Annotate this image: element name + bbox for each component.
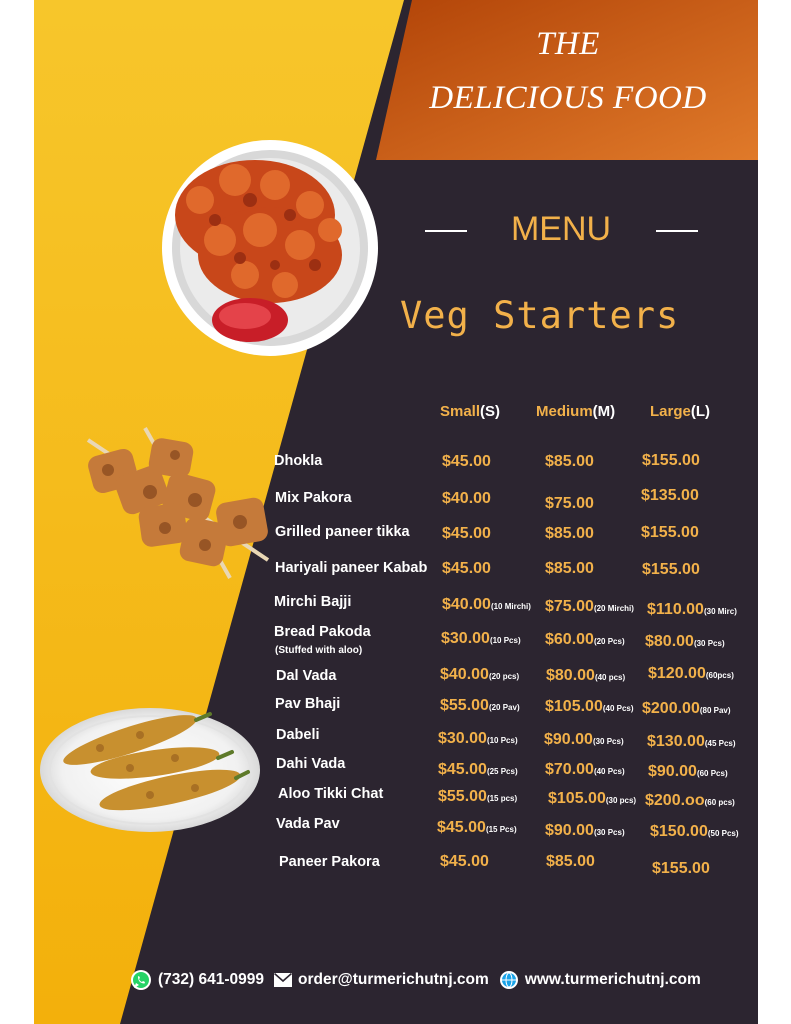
menu-item-name: Dal Vada xyxy=(276,668,337,684)
price-large xyxy=(647,733,736,751)
onion-pakora-plate-image xyxy=(162,140,378,356)
price-qty: (20 Mirchi) xyxy=(593,604,634,613)
price-large xyxy=(647,601,737,619)
price-qty: (40 pcs) xyxy=(594,673,626,682)
restaurant-title-line-2: DELICIOUS FOOD xyxy=(429,80,707,116)
price-value: $155.00 xyxy=(642,561,700,578)
price-value: $105.00 xyxy=(545,698,603,715)
price-value: $110.00 xyxy=(647,601,704,618)
price-small xyxy=(442,525,491,543)
price-qty: (25 Pcs) xyxy=(486,767,518,776)
size-header-medium-label: Medium xyxy=(536,403,593,420)
menu-item-name: Mirchi Bajji xyxy=(274,594,352,610)
price-value: $90.00 xyxy=(648,763,697,780)
price-large xyxy=(645,792,735,810)
price-large xyxy=(652,860,710,878)
email-address[interactable]: order@turmerichutnj.com xyxy=(298,971,489,988)
price-small xyxy=(442,490,491,508)
price-value: $200.00 xyxy=(642,700,700,717)
size-header-large-abbr: (L) xyxy=(690,403,711,420)
price-small xyxy=(440,666,519,684)
menu-item-name: Vada Pav xyxy=(276,816,340,832)
price-large xyxy=(650,823,739,841)
phone-number[interactable]: (732) 641-0999 xyxy=(158,971,264,988)
price-value: $30.00 xyxy=(438,730,487,747)
price-value: $45.00 xyxy=(442,525,491,542)
menu-item-note: (Stuffed with aloo) xyxy=(275,645,363,656)
price-qty: (40 Pcs) xyxy=(593,767,625,776)
price-medium xyxy=(545,822,625,840)
price-value: $60.00 xyxy=(545,631,594,648)
price-qty: (10 Mirchi) xyxy=(490,602,531,611)
price-qty: (50 Pcs) xyxy=(707,829,739,838)
price-value: $155.00 xyxy=(642,452,700,469)
price-large xyxy=(642,700,731,718)
price-value: $80.00 xyxy=(546,667,595,684)
menu-item-name: Pav Bhaji xyxy=(275,696,341,712)
price-qty: (20 Pav) xyxy=(488,703,520,712)
price-medium xyxy=(548,790,636,808)
price-value: $155.00 xyxy=(641,524,699,541)
price-qty: (20 pcs) xyxy=(488,672,520,681)
price-large xyxy=(641,524,699,542)
price-value: $45.00 xyxy=(442,453,491,470)
size-header-small-label: Small xyxy=(440,403,481,420)
menu-item-name: Mix Pakora xyxy=(275,490,352,506)
website-link[interactable]: www.turmerichutnj.com xyxy=(524,971,701,988)
menu-item-name: Hariyali paneer Kabab xyxy=(275,560,428,576)
price-value: $130.00 xyxy=(647,733,705,750)
price-medium xyxy=(545,453,594,471)
price-large xyxy=(641,487,699,505)
price-small xyxy=(438,761,518,779)
price-medium xyxy=(545,631,625,649)
price-value: $90.00 xyxy=(545,822,594,839)
price-value: $85.00 xyxy=(545,525,594,542)
price-value: $75.00 xyxy=(545,495,594,512)
menu-item-name: Paneer Pakora xyxy=(279,854,380,870)
price-medium xyxy=(546,853,595,871)
price-value: $90.00 xyxy=(544,731,593,748)
price-value: $150.00 xyxy=(650,823,708,840)
restaurant-title-line-1: THE xyxy=(536,26,600,62)
whatsapp-icon xyxy=(130,969,152,991)
price-value: $155.00 xyxy=(652,860,710,877)
price-large xyxy=(645,633,725,651)
price-value: $45.00 xyxy=(438,761,487,778)
price-medium xyxy=(545,495,594,513)
price-qty: (60 Pcs) xyxy=(696,769,728,778)
price-value: $30.00 xyxy=(441,630,490,647)
section-title: Veg Starters xyxy=(400,294,680,337)
size-header-large xyxy=(650,403,710,420)
price-qty: (30 Pcs) xyxy=(592,737,624,746)
price-value: $45.00 xyxy=(437,819,486,836)
contact-footer xyxy=(130,968,750,992)
globe-icon xyxy=(499,970,519,990)
price-qty: (15 Pcs) xyxy=(485,825,517,834)
price-small xyxy=(438,730,518,748)
price-large xyxy=(642,452,700,470)
price-qty: (40 Pcs) xyxy=(602,704,634,713)
price-value: $45.00 xyxy=(442,560,491,577)
menu-item-name: Bread Pakoda xyxy=(274,624,371,640)
price-qty: (30 Pcs) xyxy=(593,828,625,837)
size-header-medium-abbr: (M) xyxy=(592,403,616,420)
price-qty: (20 Pcs) xyxy=(593,637,625,646)
price-value: $85.00 xyxy=(545,453,594,470)
price-small xyxy=(441,630,521,648)
price-value: $55.00 xyxy=(440,697,489,714)
price-value: $40.00 xyxy=(442,596,491,613)
price-large xyxy=(642,561,700,579)
price-qty: (60 pcs) xyxy=(704,798,735,807)
menu-heading: MENU xyxy=(510,210,612,248)
price-small xyxy=(438,788,517,806)
price-medium xyxy=(546,667,625,685)
price-small xyxy=(440,853,489,871)
price-qty: (30 pcs) xyxy=(605,796,637,805)
size-header-small xyxy=(440,403,500,420)
price-value: $105.00 xyxy=(548,790,606,807)
menu-item-name: Dhokla xyxy=(274,453,323,469)
price-qty: (10 Pcs) xyxy=(489,636,521,645)
size-header-large-label: Large xyxy=(650,403,691,420)
price-value: $200.oo xyxy=(645,792,705,809)
price-qty: (45 Pcs) xyxy=(704,739,736,748)
menu-dash-right xyxy=(656,230,698,232)
price-value: $85.00 xyxy=(546,853,595,870)
size-header-medium xyxy=(536,403,615,420)
menu-item-name: Dahi Vada xyxy=(276,756,346,772)
price-value: $40.00 xyxy=(440,666,489,683)
price-qty: (30 Pcs) xyxy=(693,639,725,648)
price-small xyxy=(437,819,517,837)
price-value: $85.00 xyxy=(545,560,594,577)
price-qty: (60pcs) xyxy=(705,671,734,680)
price-qty: (15 pcs) xyxy=(486,794,518,803)
price-qty: (10 Pcs) xyxy=(486,736,518,745)
price-value: $40.00 xyxy=(442,490,491,507)
menu-item-name: Dabeli xyxy=(276,727,320,743)
price-small xyxy=(442,560,491,578)
price-value: $120.00 xyxy=(648,665,706,682)
envelope-icon xyxy=(274,973,292,987)
price-medium xyxy=(545,560,594,578)
price-value: $55.00 xyxy=(438,788,487,805)
price-large xyxy=(648,763,728,781)
price-medium xyxy=(545,761,625,779)
price-value: $45.00 xyxy=(440,853,489,870)
price-medium xyxy=(545,525,594,543)
price-large xyxy=(648,665,734,683)
price-qty: (30 Mirc) xyxy=(703,607,737,616)
menu-item-name: Grilled paneer tikka xyxy=(275,524,410,540)
price-value: $70.00 xyxy=(545,761,594,778)
menu-item-name: Aloo Tikki Chat xyxy=(278,786,384,802)
price-value: $75.00 xyxy=(545,598,594,615)
size-header-small-abbr: (S) xyxy=(480,403,501,420)
price-value: $80.00 xyxy=(645,633,694,650)
price-small xyxy=(442,453,491,471)
price-qty: (80 Pav) xyxy=(699,706,731,715)
price-medium xyxy=(545,598,634,616)
price-medium xyxy=(544,731,624,749)
price-value: $135.00 xyxy=(641,487,699,504)
price-small xyxy=(440,697,520,715)
price-small xyxy=(442,596,531,614)
price-medium xyxy=(545,698,634,716)
